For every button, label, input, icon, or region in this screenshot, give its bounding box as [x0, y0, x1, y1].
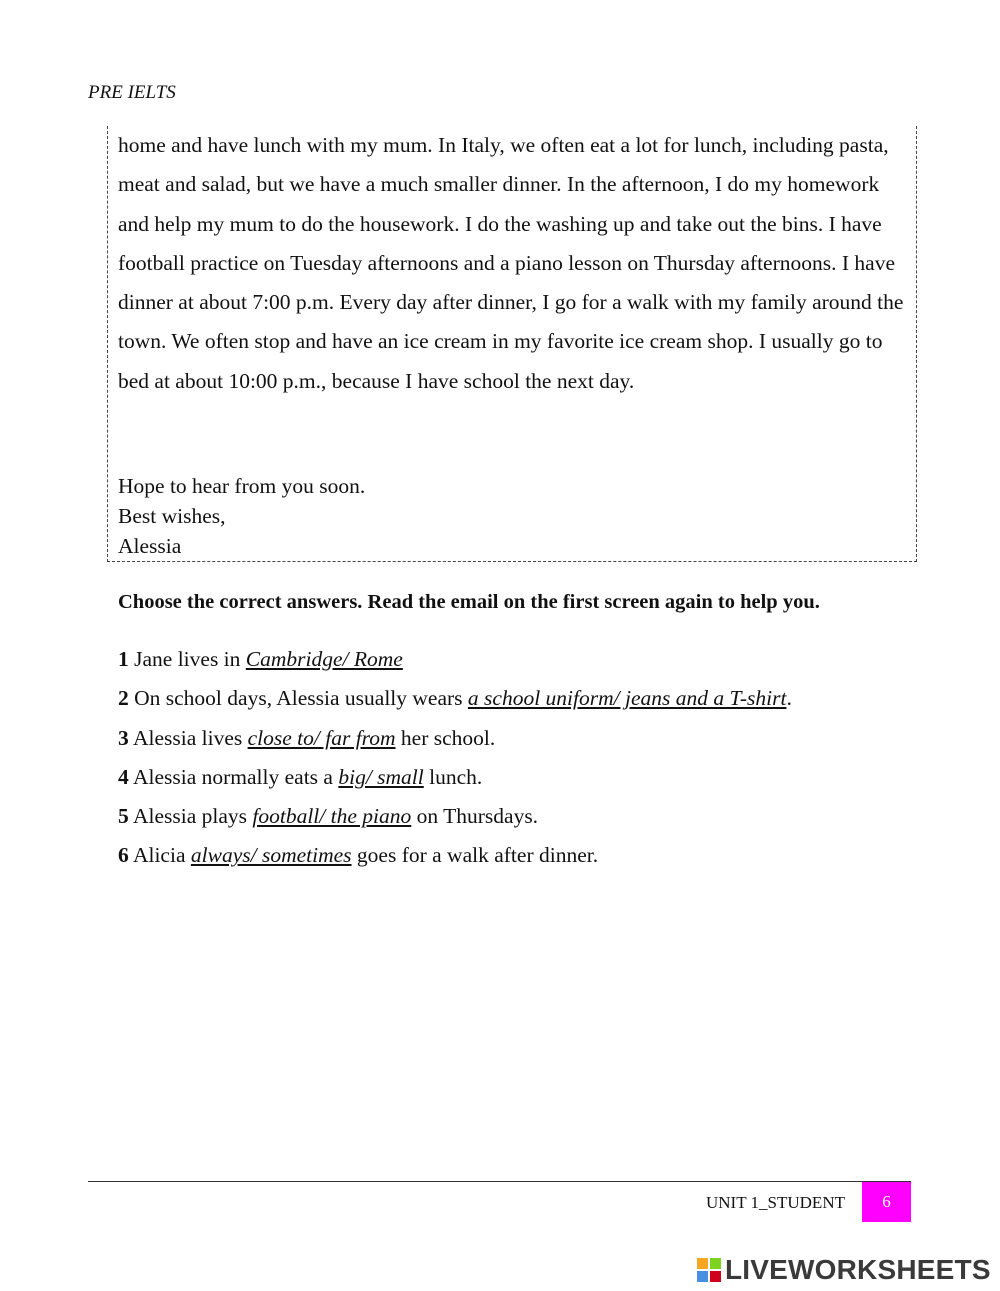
question-text-end: on Thursdays. — [411, 804, 539, 829]
question-1 — [118, 640, 792, 679]
question-number: 6 — [118, 843, 129, 868]
question-2 — [118, 679, 792, 718]
question-text: Alicia — [132, 843, 191, 868]
question-text-end: . — [786, 686, 792, 711]
question-3 — [118, 719, 792, 758]
answer-options-1[interactable]: Cambridge/ Rome — [245, 647, 403, 671]
email-signoff — [118, 471, 365, 561]
header-label: PRE IELTS — [88, 82, 176, 103]
answer-options-2[interactable]: a school uniform/ jeans and a T-shirt — [467, 686, 787, 711]
question-5 — [118, 797, 792, 836]
email-closing: Hope to hear from you soon. — [118, 474, 366, 498]
question-text: Alessia normally eats a — [132, 764, 339, 789]
email-box — [107, 126, 917, 562]
email-body: home and have lunch with my mum. In Italy, we often eat a lot for lunch, including pasta, meat and salad, but we have a much smaller dinner. In the afternoon, I do my homework and help my mum to do the housework. I do the washing up and take out the bins. I have football practice on Tuesday afternoons and a piano lesson on Thursday afternoons. I have dinner at about 7:00 p.m. Every day after dinner, I go for a walk with my family around the town. We often stop and have an ice cream in my favorite ice cream shop. I usually go to bed at about 10:00 p.m., because I have school the next day. — [118, 133, 904, 393]
question-number: 3 — [118, 725, 129, 750]
question-text: Alessia plays — [132, 804, 253, 829]
answer-options-4[interactable]: big/ small — [338, 764, 424, 789]
email-signature: Alessia — [118, 534, 182, 558]
footer-unit-label: UNIT 1_STUDENT — [706, 1193, 845, 1212]
brand-name: LIVEWORKSHEETS — [725, 1254, 991, 1285]
question-text: Jane lives in — [128, 647, 246, 671]
question-number: 5 — [118, 804, 129, 829]
answer-options-5[interactable]: football/ the piano — [252, 804, 412, 829]
question-4 — [118, 758, 792, 797]
question-text: On school days, Alessia usually wears — [134, 686, 468, 711]
question-list — [118, 640, 792, 876]
liveworksheets-logo-icon — [697, 1258, 721, 1282]
brand-watermark — [697, 1254, 991, 1286]
exercise-instruction: Choose the correct answers. Read the email on the first screen again to help you. — [118, 591, 820, 613]
question-text: Alessia lives — [132, 725, 248, 750]
answer-options-3[interactable]: close to/ far from — [247, 725, 396, 750]
question-number: 2 — [118, 686, 129, 711]
footer-divider — [88, 1181, 911, 1182]
question-6 — [118, 836, 792, 875]
question-text-end: her school. — [395, 725, 496, 750]
answer-options-6[interactable]: always/ sometimes — [190, 843, 352, 868]
email-wishes: Best wishes, — [118, 504, 226, 528]
question-number: 4 — [118, 764, 129, 789]
page-number-badge: 6 — [862, 1182, 911, 1222]
question-number: 1 — [118, 647, 129, 671]
question-text-end: lunch. — [423, 764, 483, 789]
question-text-end: goes for a walk after dinner. — [351, 843, 599, 868]
